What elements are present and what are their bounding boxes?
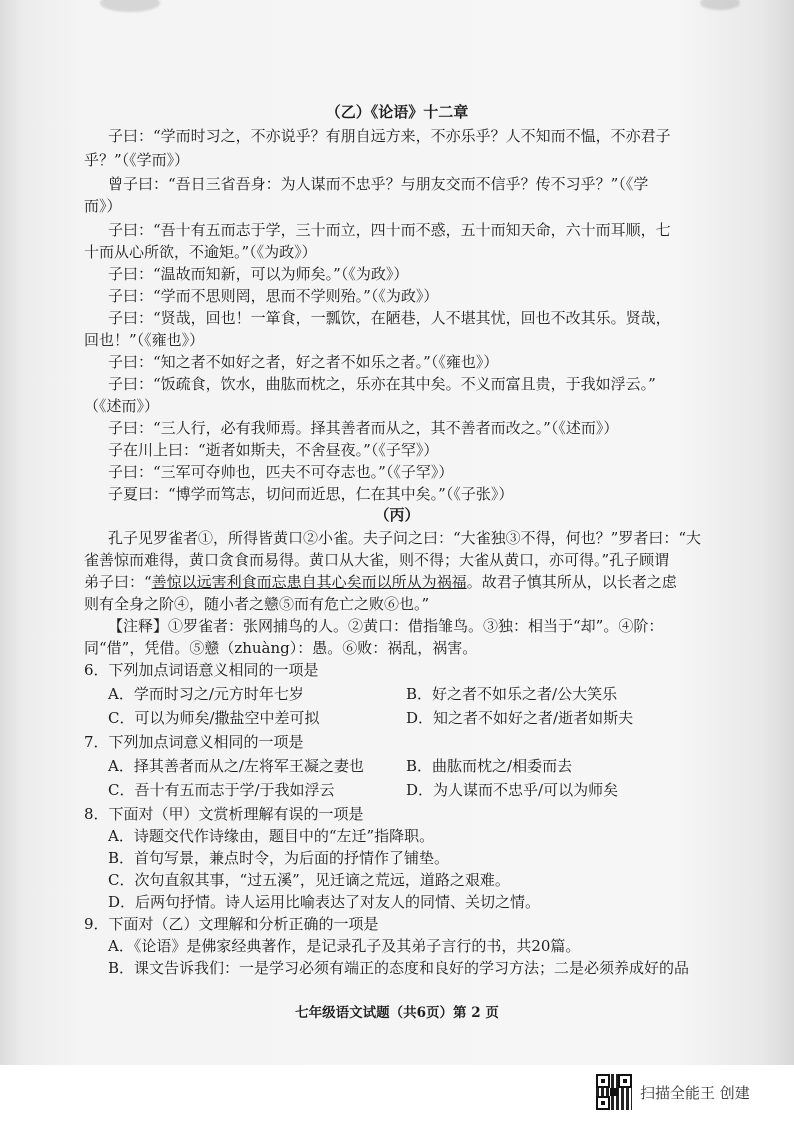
text-line: 子曰：“三军可夺帅也，匹夫不可夺志也。”（《子罕》） <box>108 463 454 481</box>
question-stem: 9．下面对（乙）文理解和分析正确的一项是 <box>84 915 379 933</box>
question-stem: 8．下面对（甲）文赏析理解有误的一项是 <box>84 805 364 823</box>
question-option: C．可以为师矣/撒盐空中差可拟 <box>108 709 320 727</box>
question-option: B．课文告诉我们：一是学习必须有端正的态度和良好的学习方法；二是必须养成好的品 <box>108 959 690 977</box>
text-line: 子曰：“学而时习之，不亦说乎？有朋自远方来，不亦乐乎？人不知而不愠，不亦君子 <box>108 127 671 145</box>
text-line: 孔子见罗雀者①，所得皆黄口②小雀。夫子问之曰：“大雀独③不得，何也？”罗者曰：“大 <box>108 529 702 547</box>
text-line: 十而从心所欲，不逾矩。”（《为政》） <box>84 243 317 261</box>
underlined-sentence: 善惊以远害利食而忘患自其心矣而以所从为祸福 <box>151 573 467 591</box>
question-option: C．次句直叙其事，“过五溪”，见迁谪之荒远，道路之艰难。 <box>108 871 510 889</box>
question-option: D．知之者不如好之者/逝者如斯夫 <box>406 709 634 727</box>
question-option: B．曲肱而枕之/相委而去 <box>406 757 573 775</box>
text-line: 子曰：“三人行，必有我师焉。择其善者而从之，其不善者而改之。”（《述而》） <box>108 419 619 437</box>
text-line: 子在川上曰：“逝者如斯夫，不舍昼夜。”（《子罕》） <box>108 441 439 459</box>
scan-smudge <box>100 0 160 12</box>
page-footer: 七年级语文试题（共6页）第 2 页 <box>295 1005 499 1021</box>
question-option: B．好之者不如乐之者/公大笑乐 <box>406 685 618 703</box>
text-line: 子曰：“学而不思则罔，思而不学则殆。”（《为政》） <box>108 287 439 305</box>
text-span: 。故君子慎其所从，以长者之虑 <box>466 573 677 591</box>
text-line: 则有全身之阶④，随小者之戆⑤而有危亡之败⑥也。” <box>84 595 430 613</box>
text-line: 子曰：“知之者不如好之者，好之者不如乐之者。”（《雍也》） <box>108 353 499 371</box>
text-line: 子曰：“吾十有五而志于学，三十而立，四十而不惑，五十而知天命，六十而耳顺，七 <box>108 221 671 239</box>
question-option: A．诗题交代作诗缘由，题目中的“左迁”指降职。 <box>108 827 435 845</box>
section-bing-title: （丙） <box>374 506 420 524</box>
question-stem: 7．下列加点词意义相同的一项是 <box>84 733 304 751</box>
text-line: 子曰：“饭疏食，饮水，曲肱而枕之，乐亦在其中矣。不义而富且贵，于我如浮云。” <box>108 375 656 393</box>
text-line: 雀善惊而难得，黄口贪食而易得。黄口从大雀，则不得；大雀从黄口，亦可得。”孔子顾谓 <box>84 551 670 569</box>
notes-line: 同“借”，凭借。⑤戆（zhuàng）：愚。⑥败：祸乱，祸害。 <box>84 639 478 657</box>
question-option: A．学而时习之/元方时年七岁 <box>108 685 304 703</box>
question-option: A．择其善者而从之/左将军王凝之妻也 <box>108 757 364 775</box>
watermark-text: 扫描全能王 创建 <box>640 1083 750 1102</box>
text-line: 乎？”（《学而》） <box>84 151 190 169</box>
scan-smudge <box>700 0 740 10</box>
text-line: 子夏曰：“博学而笃志，切问而近思，仁在其中矣。”（《子张》） <box>108 485 514 503</box>
text-line: 曾子曰：“吾日三省吾身：为人谋而不忠乎？与朋友交而不信乎？传不习乎？”（《学 <box>108 175 649 193</box>
text-line <box>84 572 677 592</box>
question-stem: 6．下列加点词语意义相同的一项是 <box>84 661 319 679</box>
notes-line: 【注释】①罗雀者：张网捕鸟的人。②黄口：借指雏鸟。③独：相当于“却”。④阶： <box>108 617 664 635</box>
question-option: D．后两句抒情。诗人运用比喻表达了对友人的同情、关切之情。 <box>108 893 541 911</box>
scanner-watermark <box>596 1074 786 1110</box>
question-option: A．《论语》是佛家经典著作，是记录孔子及其弟子言行的书，共20篇。 <box>108 937 581 955</box>
question-option: C．吾十有五而志于学/于我如浮云 <box>108 781 335 799</box>
text-line: 子曰：“贤哉，回也！一箪食，一瓢饮，在陋巷，人不堪其忧，回也不改其乐。贤哉， <box>108 309 671 327</box>
text-line: （《述而》） <box>84 397 160 415</box>
qr-code-icon <box>596 1074 632 1110</box>
question-option: D．为人谋而不忠乎/可以为师矣 <box>406 781 619 799</box>
text-span: 弟子曰：“ <box>84 573 152 591</box>
text-line: 回也！”（《雍也》） <box>84 331 205 349</box>
section-yi-title: （乙）《论语》十二章 <box>325 103 469 121</box>
text-line: 子曰：“温故而知新，可以为师矣。”（《为政》） <box>108 265 409 283</box>
text-line: 而》） <box>84 197 122 215</box>
question-option: B．首句写景，兼点时令，为后面的抒情作了铺垫。 <box>108 849 450 867</box>
